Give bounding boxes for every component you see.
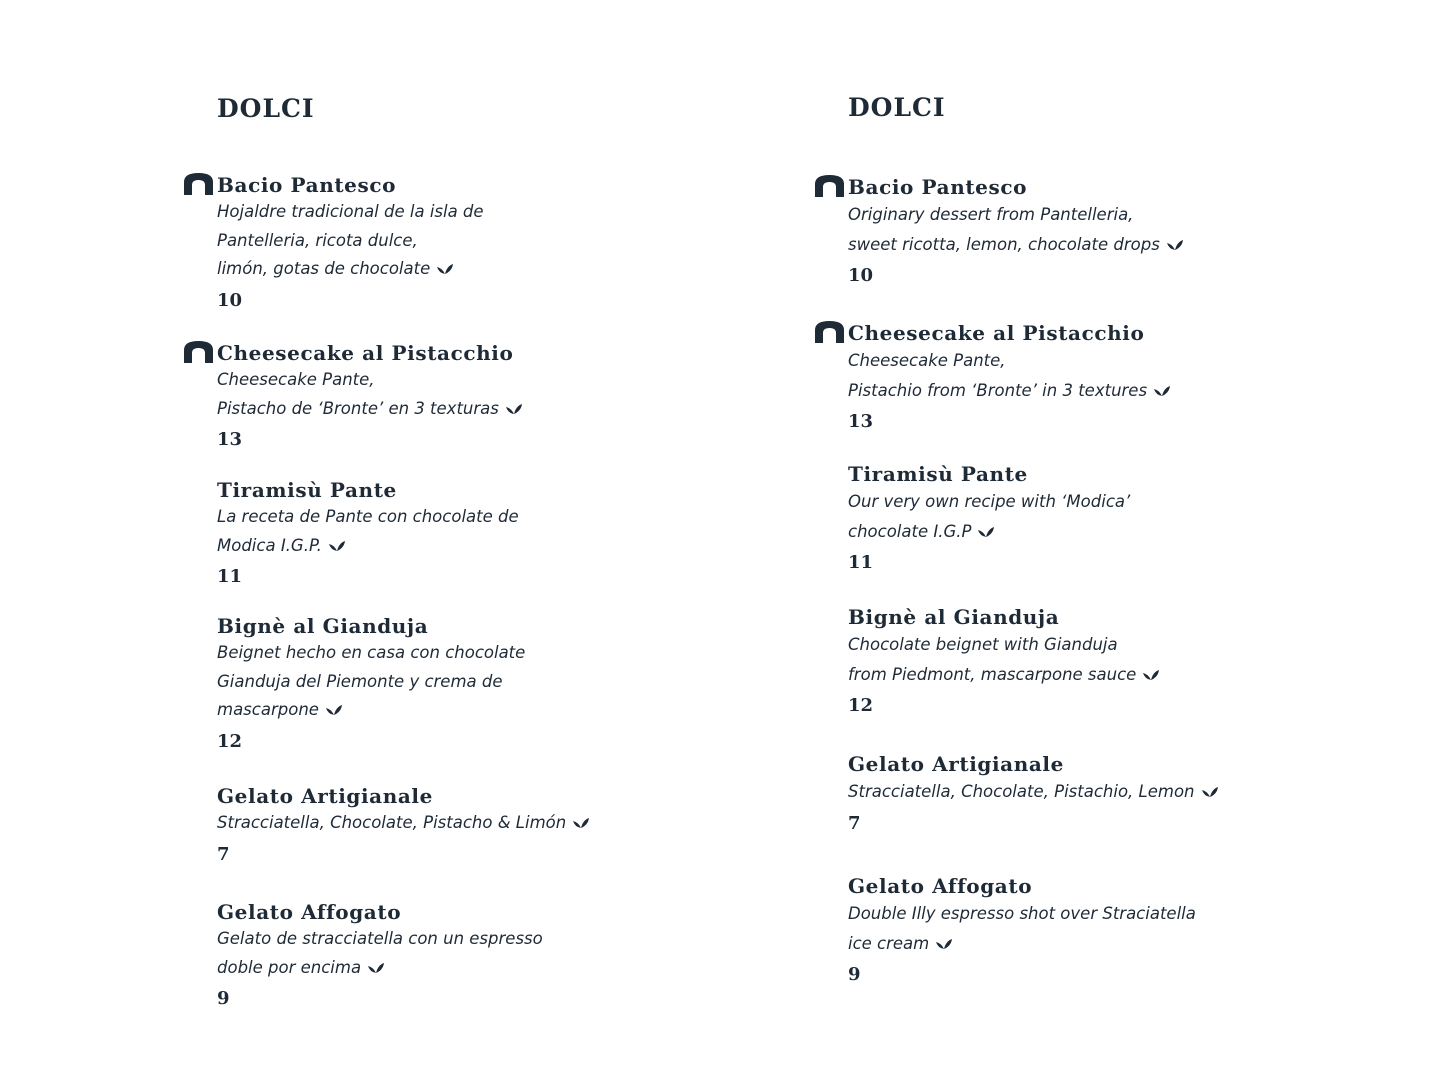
arch-icon	[815, 175, 844, 197]
menu-item-description	[848, 346, 1408, 376]
menu-item	[848, 604, 1408, 716]
arch-icon	[184, 173, 213, 195]
menu-item-description	[217, 503, 777, 532]
menu-item	[848, 873, 1408, 985]
menu-item-price: 11	[848, 552, 874, 573]
menu-item-price: 9	[848, 964, 861, 985]
menu-item-price: 10	[848, 265, 874, 286]
menu-item	[217, 172, 777, 311]
menu-item-price: 12	[217, 730, 243, 752]
menu-item-description-text: Chocolate beignet with Gianduja	[848, 635, 1118, 654]
menu-item-price: 9	[217, 988, 230, 1009]
menu-item-name	[217, 340, 777, 366]
menu-item-description	[217, 255, 777, 284]
leaf-icon	[367, 962, 385, 974]
menu-item-description	[848, 200, 1408, 230]
menu-item-description	[848, 487, 1408, 517]
menu-item-description-text: sweet ricotta, lemon, chocolate drops	[848, 234, 1160, 254]
menu-item-description	[848, 230, 1408, 260]
menu-item-description	[217, 668, 777, 697]
menu-item-name	[848, 751, 1408, 777]
menu-item-price: 10	[217, 289, 243, 311]
menu-item	[217, 783, 777, 865]
leaf-icon	[572, 817, 590, 829]
menu-item-name-text: Bacio Pantesco	[848, 175, 1028, 199]
menu-item-description-text: from Piedmont, mascarpone sauce	[848, 664, 1137, 684]
menu-item-name	[217, 783, 777, 809]
menu-item-name	[848, 873, 1408, 899]
menu-item-name-text: Cheesecake al Pistacchio	[217, 341, 514, 365]
menu-column-spanish	[217, 0, 777, 1068]
menu-item-name-text: Bignè al Gianduja	[848, 605, 1060, 629]
leaf-icon	[1142, 669, 1160, 681]
menu-item-description	[217, 954, 777, 983]
menu-item-description	[848, 899, 1408, 929]
menu-item-name-text: Gelato Affogato	[217, 900, 402, 924]
menu-item-description	[848, 929, 1408, 959]
menu-title: DOLCI	[217, 94, 315, 123]
menu-item-description-text: La receta de Pante con chocolate de	[217, 507, 519, 526]
menu-item-name-text: Bignè al Gianduja	[217, 614, 429, 638]
leaf-icon	[325, 704, 343, 716]
menu-item-name-text: Gelato Artigianale	[217, 784, 433, 808]
menu-item-description	[848, 376, 1408, 406]
menu-item-name	[848, 320, 1408, 346]
menu-item-name	[217, 477, 777, 503]
menu-item-description-text: Double Illy espresso shot over Straciatella	[848, 904, 1196, 923]
leaf-icon	[1166, 239, 1184, 251]
menu-item-description	[217, 532, 777, 561]
menu-item-description-text: Modica I.G.P.	[217, 535, 322, 555]
menu-item	[848, 174, 1408, 286]
menu-item	[217, 613, 777, 752]
menu-item-description-text: Cheesecake Pante,	[848, 351, 1006, 370]
menu-item-price: 12	[848, 695, 874, 716]
menu-item-price: 13	[217, 429, 243, 450]
leaf-icon	[1153, 385, 1171, 397]
menu-item-description-text: Pistacho de ‘Bronte’ en 3 texturas	[217, 398, 499, 418]
menu-item-name-text: Tiramisù Pante	[217, 478, 397, 502]
menu-item	[217, 340, 777, 450]
menu-item-description-text: Hojaldre tradicional de la isla de	[217, 202, 484, 221]
menu-item-description	[848, 517, 1408, 547]
menu-item-name	[217, 613, 777, 639]
menu-item-name	[217, 172, 777, 198]
arch-icon	[815, 321, 844, 343]
menu-item-description-text: ice cream	[848, 933, 930, 953]
menu-item	[848, 320, 1408, 432]
menu-item-description	[217, 809, 777, 838]
menu-item-description-text: Gelato de stracciatella con un espresso	[217, 929, 543, 948]
menu-item-name	[848, 604, 1408, 630]
menu-item-description	[217, 198, 777, 227]
arch-icon	[184, 341, 213, 363]
menu-item-description-text: Pantelleria, ricota dulce,	[217, 230, 418, 250]
leaf-icon	[935, 938, 953, 950]
menu-item-description-text: Stracciatella, Chocolate, Pistachio, Lemon	[848, 782, 1195, 801]
menu-item	[848, 461, 1408, 573]
menu-item-name-text: Cheesecake al Pistacchio	[848, 321, 1145, 345]
menu-item-description	[848, 660, 1408, 690]
menu-item-description	[217, 639, 777, 668]
menu-item	[217, 899, 777, 1009]
menu-item-name-text: Gelato Affogato	[848, 874, 1033, 898]
menu-item-description-text: Originary dessert from Pantelleria,	[848, 205, 1134, 224]
menu-item-description	[217, 366, 777, 395]
menu-item-name	[217, 899, 777, 925]
leaf-icon	[328, 540, 346, 552]
menu-item-description	[217, 227, 777, 256]
menu-item-name	[848, 174, 1408, 200]
leaf-icon	[505, 403, 523, 415]
menu-item-description-text: limón, gotas de chocolate	[217, 259, 431, 278]
menu-item-name-text: Tiramisù Pante	[848, 462, 1028, 486]
menu-item-description	[848, 777, 1408, 807]
menu-item-description-text: Beignet hecho en casa con chocolate	[217, 643, 526, 662]
menu-item-description-text: Gianduja del Piemonte y crema de	[217, 671, 503, 691]
menu-item-description	[848, 630, 1408, 660]
menu-item-description-text: Pistachio from ‘Bronte’ in 3 textures	[848, 380, 1148, 400]
menu-item-price: 7	[848, 812, 861, 834]
menu-item-description-text: Cheesecake Pante,	[217, 370, 375, 389]
menu-item	[848, 751, 1408, 834]
menu-item-description-text: doble por encima	[217, 957, 362, 977]
menu-item-price: 13	[848, 411, 874, 432]
menu-item-price: 7	[217, 843, 230, 865]
menu-item	[217, 477, 777, 587]
menu-item-description-text: chocolate I.G.P	[848, 521, 972, 541]
menu-item-price: 11	[217, 566, 243, 587]
menu-item-name-text: Bacio Pantesco	[217, 173, 397, 197]
menu-item-description	[217, 925, 777, 954]
menu-item-description-text: Stracciatella, Chocolate, Pistacho & Limón	[217, 813, 567, 832]
menu-item-description	[217, 696, 777, 725]
leaf-icon	[1201, 786, 1219, 798]
menu-title: DOLCI	[848, 93, 946, 122]
leaf-icon	[977, 526, 995, 538]
menu-column-english	[848, 0, 1408, 1068]
menu-item-name	[848, 461, 1408, 487]
menu-item-name-text: Gelato Artigianale	[848, 752, 1064, 776]
menu-item-description-text: mascarpone	[217, 700, 319, 719]
leaf-icon	[436, 263, 454, 275]
menu-item-description-text: Our very own recipe with ‘Modica’	[848, 492, 1131, 511]
menu-item-description	[217, 395, 777, 424]
